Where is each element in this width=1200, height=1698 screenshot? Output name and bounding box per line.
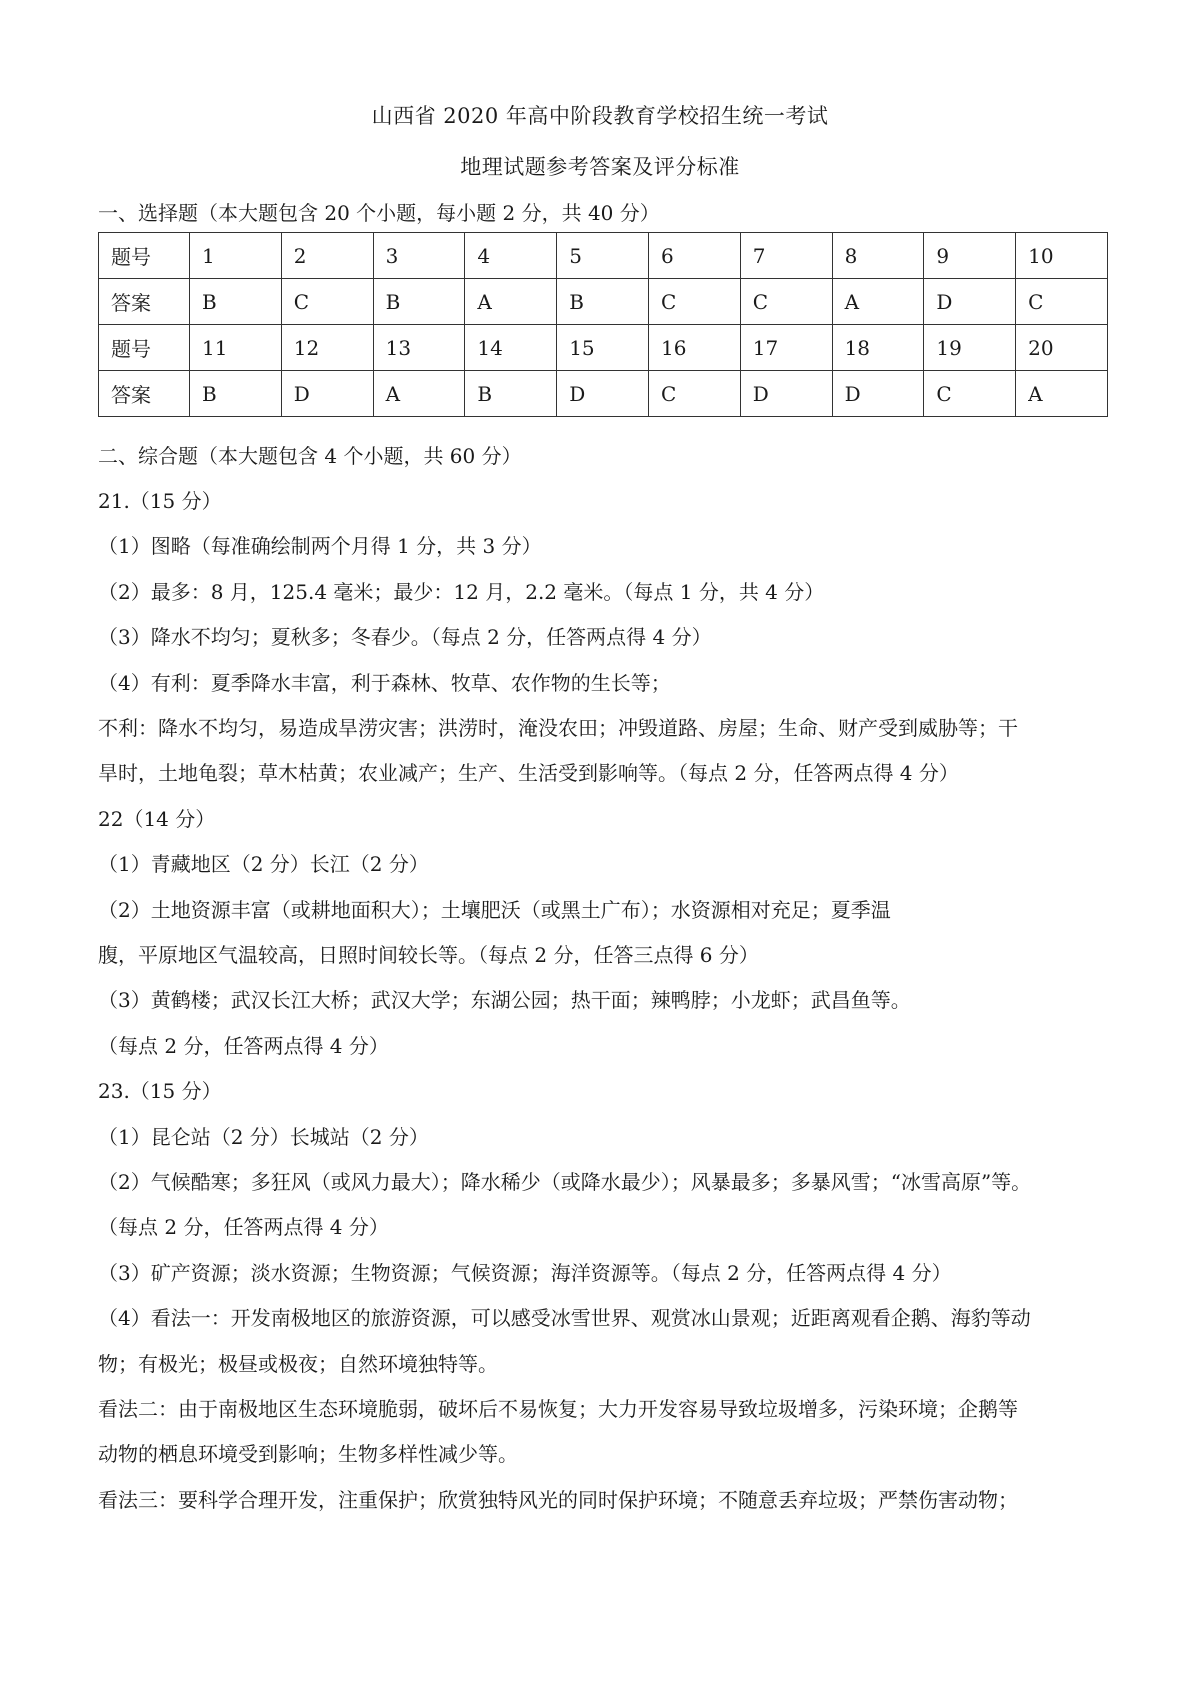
table-cell: A <box>373 371 465 417</box>
table-cell: B <box>557 279 649 325</box>
table-cell: B <box>373 279 465 325</box>
table-row <box>99 325 1108 371</box>
table-cell: 4 <box>465 233 557 279</box>
table-cell: 17 <box>740 325 832 371</box>
table-row <box>99 279 1108 325</box>
answer-line: 物；有极光；极昼或极夜；自然环境独特等。 <box>98 1352 498 1376</box>
table-cell: D <box>832 371 924 417</box>
answer-line: （2）土地资源丰富（或耕地面积大）；土壤肥沃（或黑土广布）；水资源相对充足；夏季温 <box>98 898 891 922</box>
row-header-cell: 题号 <box>99 233 190 279</box>
table-cell: 8 <box>832 233 924 279</box>
row-header-cell: 题号 <box>99 325 190 371</box>
table-cell: A <box>465 279 557 325</box>
table-cell: 9 <box>924 233 1016 279</box>
table-cell: 11 <box>190 325 282 371</box>
row-header-cell: 答案 <box>99 371 190 417</box>
answer-line: 23.（15 分） <box>98 1079 222 1103</box>
row-header-cell: 答案 <box>99 279 190 325</box>
table-cell: 7 <box>740 233 832 279</box>
answer-line: （1）青藏地区（2 分）长江（2 分） <box>98 852 429 876</box>
table-cell: C <box>924 371 1016 417</box>
table-row <box>99 233 1108 279</box>
answer-line: 腹，平原地区气温较高，日照时间较长等。（每点 2 分，任答三点得 6 分） <box>98 943 759 967</box>
page-subtitle: 地理试题参考答案及评分标准 <box>460 155 740 179</box>
answer-line: （2）最多：8 月，125.4 毫米；最少：12 月，2.2 毫米。（每点 1 分，共 4 分） <box>98 580 825 604</box>
table-cell: D <box>281 371 373 417</box>
table-cell: B <box>190 279 282 325</box>
section-heading-comprehensive: 二、综合题（本大题包含 4 个小题，共 60 分） <box>98 444 522 468</box>
answer-line: 动物的栖息环境受到影响；生物多样性减少等。 <box>98 1442 518 1466</box>
table-cell: C <box>281 279 373 325</box>
table-row <box>99 371 1108 417</box>
table-cell: D <box>740 371 832 417</box>
answer-line: （1）图略（每准确绘制两个月得 1 分，共 3 分） <box>98 534 542 558</box>
answer-line: （4）有利：夏季降水丰富，利于森林、牧草、农作物的生长等； <box>98 671 671 695</box>
table-cell: 15 <box>557 325 649 371</box>
table-cell: C <box>1016 279 1108 325</box>
table-cell: 20 <box>1016 325 1108 371</box>
answer-line: 21.（15 分） <box>98 489 222 513</box>
table-cell: 19 <box>924 325 1016 371</box>
table-cell: D <box>924 279 1016 325</box>
page-title: 山西省 2020 年高中阶段教育学校招生统一考试 <box>371 104 829 128</box>
answer-line: （3）矿产资源；淡水资源；生物资源；气候资源；海洋资源等。（每点 2 分，任答两点得 4 分） <box>98 1261 952 1285</box>
answer-table <box>98 232 1108 417</box>
answer-line: 不利：降水不均匀，易造成旱涝灾害；洪涝时，淹没农田；冲毁道路、房屋；生命、财产受到威胁等；干 <box>98 716 1018 740</box>
table-cell: 6 <box>648 233 740 279</box>
table-cell: 12 <box>281 325 373 371</box>
answer-line: （每点 2 分，任答两点得 4 分） <box>98 1215 389 1239</box>
table-cell: B <box>465 371 557 417</box>
table-cell: 2 <box>281 233 373 279</box>
section-heading-choice: 一、选择题（本大题包含 20 个小题，每小题 2 分，共 40 分） <box>98 201 660 225</box>
answer-line: （1）昆仑站（2 分）长城站（2 分） <box>98 1125 429 1149</box>
table-cell: A <box>832 279 924 325</box>
table-cell: C <box>740 279 832 325</box>
table-cell: A <box>1016 371 1108 417</box>
table-cell: 10 <box>1016 233 1108 279</box>
table-cell: 1 <box>190 233 282 279</box>
table-cell: 16 <box>648 325 740 371</box>
answer-line: （2）气候酷寒；多狂风（或风力最大）；降水稀少（或降水最少）；风暴最多；多暴风雪；“冰雪高原”等。 <box>98 1170 1032 1194</box>
table-cell: 14 <box>465 325 557 371</box>
table-cell: 13 <box>373 325 465 371</box>
table-cell: C <box>648 279 740 325</box>
answer-line: 看法二：由于南极地区生态环境脆弱，破坏后不易恢复；大力开发容易导致垃圾增多，污染环境；企鹅等 <box>98 1397 1018 1421</box>
answer-line: 看法三：要科学合理开发，注重保护；欣赏独特风光的同时保护环境；不随意丢弃垃圾；严禁伤害动物； <box>98 1488 1018 1512</box>
answer-line: 22（14 分） <box>98 807 216 831</box>
table-cell: 18 <box>832 325 924 371</box>
table-cell: 5 <box>557 233 649 279</box>
table-cell: C <box>648 371 740 417</box>
answer-line: （3）黄鹤楼；武汉长江大桥；武汉大学；东湖公园；热干面；辣鸭脖；小龙虾；武昌鱼等。 <box>98 988 911 1012</box>
table-cell: B <box>190 371 282 417</box>
answer-line: （每点 2 分，任答两点得 4 分） <box>98 1034 389 1058</box>
answer-line: 旱时，土地龟裂；草木枯黄；农业减产；生产、生活受到影响等。（每点 2 分，任答两点得 4 分） <box>98 761 959 785</box>
answer-line: （3）降水不均匀；夏秋多；冬春少。（每点 2 分，任答两点得 4 分） <box>98 625 712 649</box>
answer-line: （4）看法一：开发南极地区的旅游资源，可以感受冰雪世界、观赏冰山景观；近距离观看企鹅、海豹等动 <box>98 1306 1031 1330</box>
table-cell: D <box>557 371 649 417</box>
table-cell: 3 <box>373 233 465 279</box>
